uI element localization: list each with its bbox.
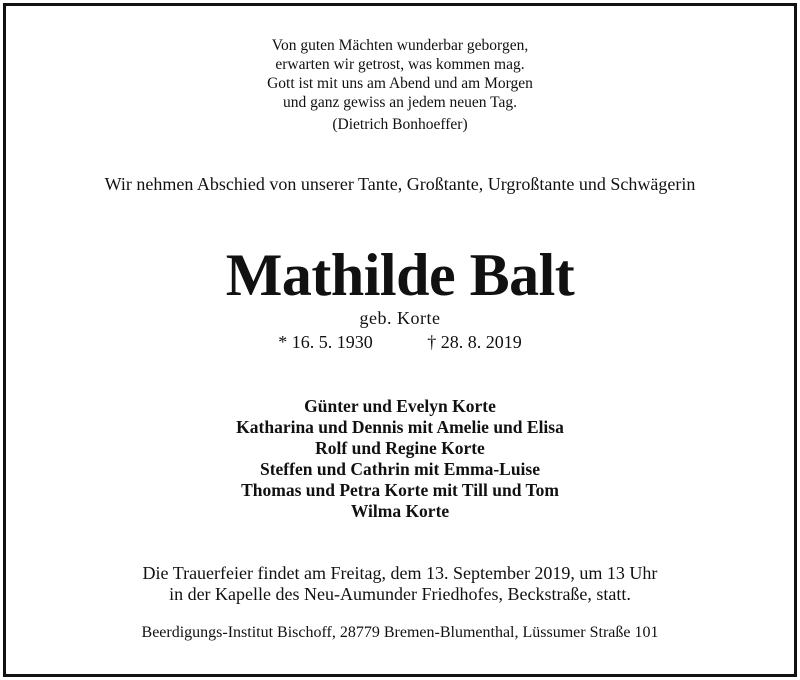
poem-author: (Dietrich Bonhoeffer) (332, 116, 468, 133)
intro-text: Wir nehmen Abschied von unserer Tante, Großtante, Urgroßtante und Schwägerin (104, 174, 696, 194)
service-line: in der Kapelle des Neu-Aumunder Friedhofes, Beckstraße, statt. (169, 584, 631, 604)
service-line: Die Trauerfeier findet am Freitag, dem 13. September 2019, um 13 Uhr (142, 563, 658, 583)
birth-name: geb. Korte (359, 308, 441, 328)
death-date: † 28. 8. 2019 (427, 332, 522, 352)
poem-quote (0, 36, 800, 134)
poem-line: und ganz gewiss an jedem neuen Tag. (282, 94, 518, 111)
poem-line: Von guten Mächten wunderbar geborgen, (271, 37, 529, 54)
life-dates (0, 332, 800, 353)
birth-date: * 16. 5. 1930 (278, 332, 373, 352)
poem-line: erwarten wir getrost, was kommen mag. (275, 56, 525, 73)
mourners-list (0, 396, 800, 522)
service-info (0, 563, 800, 605)
poem-line: Gott ist mit uns am Abend und am Morgen (267, 75, 533, 92)
mourner-line: Katharina und Dennis mit Amelie und Elisa (236, 417, 564, 437)
mourner-line: Thomas und Petra Korte mit Till und Tom (241, 480, 559, 500)
mourner-line: Rolf und Regine Korte (315, 438, 485, 458)
mourner-line: Wilma Korte (350, 501, 450, 521)
mourner-line: Günter und Evelyn Korte (304, 396, 496, 416)
undertaker-info: Beerdigungs-Institut Bischoff, 28779 Bremen-Blumenthal, Lüssumer Straße 101 (141, 624, 659, 641)
deceased-name: Mathilde Balt (225, 242, 575, 308)
mourner-line: Steffen und Cathrin mit Emma-Luise (259, 459, 540, 479)
